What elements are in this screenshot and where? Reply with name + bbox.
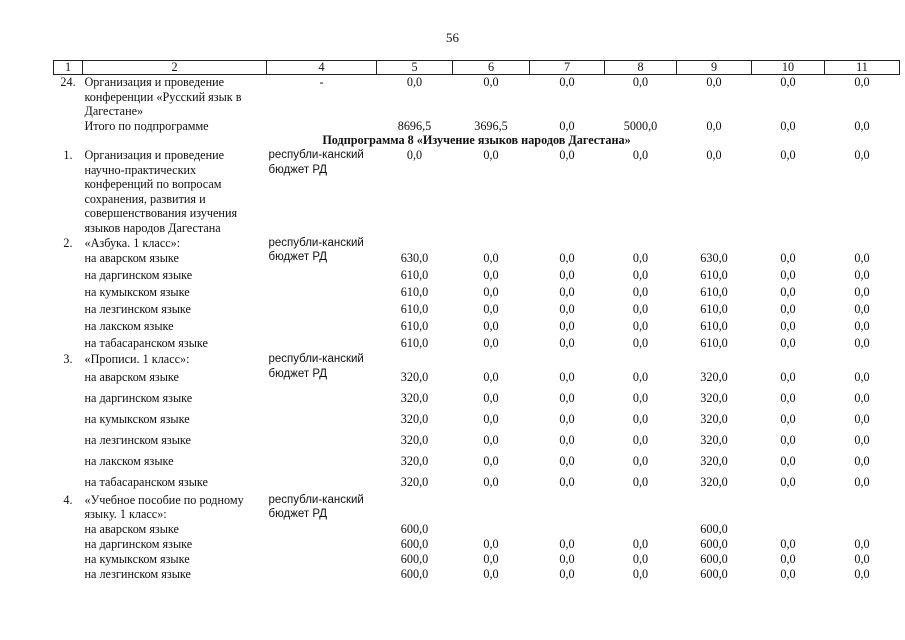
value-cell: 0,0 — [483, 432, 499, 447]
value-cell: 320,0 — [700, 453, 728, 468]
row-description: Организация и проведение конференции «Русский язык в Дагестане» — [84, 75, 242, 119]
language-label: на лакском языке — [84, 453, 174, 468]
language-label: на даргинском языке — [84, 390, 193, 405]
value-cell: 0,0 — [483, 474, 499, 489]
value-cell: 320,0 — [400, 453, 429, 468]
value-cell: 0,0 — [632, 369, 649, 384]
value-cell: 0,0 — [780, 147, 796, 162]
value-cell: 0,0 — [854, 566, 870, 581]
value-cell — [825, 352, 900, 367]
value-cell: 0,0 — [483, 453, 499, 468]
value-cell: 0,0 — [483, 411, 499, 426]
language-label: на лезгинском языке — [84, 432, 191, 447]
language-label: на даргинском языке — [84, 536, 193, 551]
value-cell — [453, 352, 530, 367]
value-cell — [453, 236, 530, 251]
row-number: 1. — [63, 147, 73, 162]
value-cell: 0,0 — [854, 251, 870, 266]
value-cell: 610,0 — [400, 319, 429, 334]
funding-source: республи-канский бюджет РД — [268, 148, 364, 176]
value-cell: 0,0 — [632, 474, 649, 489]
value-cell: 0,0 — [632, 319, 649, 334]
value-cell: 0,0 — [559, 453, 575, 468]
value-cell: 630,0 — [400, 251, 429, 266]
value-cell: 8696,5 — [397, 118, 432, 133]
value-cell: 0,0 — [780, 474, 796, 489]
value-cell: 600,0 — [700, 566, 728, 581]
row-description: «Учебное пособие по родному языку. 1 класс»: — [84, 492, 244, 522]
value-cell — [677, 352, 752, 367]
value-cell: 0,0 — [854, 268, 870, 283]
value-cell: 0,0 — [559, 474, 575, 489]
language-label: на аварском языке — [84, 521, 179, 536]
budget-table — [53, 60, 900, 582]
value-cell: 0,0 — [780, 390, 796, 405]
value-cell: 0,0 — [854, 302, 870, 317]
value-cell: 600,0 — [400, 536, 429, 551]
value-cell — [605, 493, 677, 522]
table-row — [54, 148, 900, 236]
value-cell: 0,0 — [780, 453, 796, 468]
value-cell: 0,0 — [406, 147, 423, 162]
value-cell: 610,0 — [400, 302, 429, 317]
value-cell — [825, 236, 900, 251]
value-cell — [530, 493, 605, 522]
value-cell: 610,0 — [700, 285, 728, 300]
table-row — [54, 236, 900, 251]
value-cell: 0,0 — [483, 302, 499, 317]
funding-source: республи-канский бюджет РД — [268, 236, 364, 264]
value-cell: 600,0 — [700, 551, 728, 566]
value-cell: 0,0 — [632, 302, 649, 317]
value-cell — [605, 522, 677, 537]
value-cell: 0,0 — [483, 75, 499, 89]
value-cell: 0,0 — [632, 432, 649, 447]
value-cell: 0,0 — [483, 268, 499, 283]
value-cell — [377, 236, 453, 251]
value-cell: 0,0 — [780, 411, 796, 426]
value-cell — [530, 236, 605, 251]
value-cell: 320,0 — [700, 411, 728, 426]
table-row — [54, 567, 900, 582]
value-cell: 320,0 — [400, 390, 429, 405]
value-cell: 0,0 — [559, 336, 575, 351]
value-cell: 320,0 — [700, 369, 728, 384]
language-label: на лезгинском языке — [84, 302, 191, 317]
value-cell: 0,0 — [780, 536, 796, 551]
value-cell: 0,0 — [854, 319, 870, 334]
value-cell: 600,0 — [700, 521, 728, 536]
funding-source — [267, 119, 377, 134]
row-description: «Прописи. 1 класс»: — [84, 352, 190, 367]
value-cell: 0,0 — [854, 411, 870, 426]
value-cell — [530, 522, 605, 537]
value-cell: 0,0 — [854, 453, 870, 468]
value-cell: 610,0 — [400, 285, 429, 300]
value-cell: 610,0 — [700, 268, 728, 283]
value-cell: 0,0 — [780, 118, 796, 133]
language-label: на табасаранском языке — [84, 336, 208, 351]
section-title: Подпрограмма 8 «Изучение языков народов Дагестана» — [322, 133, 631, 148]
table-row — [54, 472, 900, 493]
value-cell: 320,0 — [700, 432, 728, 447]
value-cell: 610,0 — [700, 336, 728, 351]
value-cell: 610,0 — [700, 319, 728, 334]
value-cell: 0,0 — [780, 319, 796, 334]
value-cell — [752, 236, 825, 251]
value-cell: 3696,5 — [474, 118, 508, 133]
value-cell: 0,0 — [483, 390, 499, 405]
table-row — [54, 493, 900, 522]
value-cell: 0,0 — [632, 75, 649, 89]
value-cell — [752, 352, 825, 367]
table-row — [54, 318, 900, 335]
value-cell: 0,0 — [559, 251, 575, 266]
value-cell: 0,0 — [706, 75, 722, 89]
table-header-row — [54, 61, 900, 75]
table-row — [54, 267, 900, 284]
value-cell — [677, 493, 752, 522]
value-cell: 0,0 — [559, 551, 575, 566]
header-cell: 2 — [83, 61, 267, 75]
table-row — [54, 75, 900, 119]
total-label: Итого по подпрограмме — [84, 118, 209, 133]
row-number: 24. — [60, 75, 76, 89]
value-cell: 5000,0 — [623, 118, 658, 133]
language-label: на кумыкском языке — [84, 551, 190, 566]
value-cell: 0,0 — [483, 336, 499, 351]
value-cell: 0,0 — [854, 285, 870, 300]
value-cell: 320,0 — [400, 432, 429, 447]
value-cell: 320,0 — [400, 474, 429, 489]
section-title-row — [54, 133, 900, 148]
language-label: на лезгинском языке — [84, 566, 191, 581]
funding-source: - — [319, 75, 324, 89]
value-cell — [825, 522, 900, 537]
value-cell — [752, 493, 825, 522]
value-cell: 0,0 — [780, 566, 796, 581]
page-number: 56 — [446, 30, 459, 45]
table-row — [54, 451, 900, 472]
header-cell: 1 — [54, 61, 83, 75]
value-cell: 0,0 — [854, 551, 870, 566]
row-number — [54, 119, 83, 134]
value-cell: 0,0 — [632, 285, 649, 300]
value-cell — [605, 236, 677, 251]
value-cell: 0,0 — [780, 369, 796, 384]
value-cell: 0,0 — [632, 536, 649, 551]
value-cell: 0,0 — [780, 251, 796, 266]
value-cell: 0,0 — [406, 75, 423, 89]
value-cell: 0,0 — [632, 411, 649, 426]
value-cell: 0,0 — [632, 251, 649, 266]
value-cell — [752, 522, 825, 537]
value-cell — [605, 352, 677, 367]
value-cell: 0,0 — [632, 147, 649, 162]
value-cell: 0,0 — [854, 147, 870, 162]
value-cell — [453, 493, 530, 522]
language-label: на аварском языке — [84, 369, 179, 384]
value-cell: 0,0 — [780, 336, 796, 351]
value-cell: 0,0 — [854, 118, 870, 133]
value-cell: 0,0 — [706, 147, 722, 162]
value-cell: 0,0 — [483, 566, 499, 581]
value-cell: 600,0 — [400, 566, 429, 581]
value-cell: 0,0 — [559, 118, 575, 133]
value-cell: 600,0 — [400, 551, 429, 566]
value-cell: 0,0 — [559, 285, 575, 300]
header-cell: 5 — [377, 61, 453, 75]
total-row — [54, 119, 900, 134]
value-cell: 610,0 — [400, 336, 429, 351]
value-cell: 0,0 — [483, 369, 499, 384]
value-cell: 0,0 — [632, 566, 649, 581]
funding-source: республи-канский бюджет РД — [268, 353, 364, 380]
value-cell: 600,0 — [700, 536, 728, 551]
value-cell: 0,0 — [559, 432, 575, 447]
value-cell: 630,0 — [700, 251, 728, 266]
language-label: на даргинском языке — [84, 268, 193, 283]
value-cell: 610,0 — [700, 302, 728, 317]
table-row — [54, 250, 900, 267]
value-cell: 0,0 — [559, 319, 575, 334]
header-cell: 10 — [752, 61, 825, 75]
value-cell: 0,0 — [854, 336, 870, 351]
value-cell — [453, 522, 530, 537]
language-label: на лакском языке — [84, 319, 174, 334]
language-label: на аварском языке — [84, 251, 179, 266]
value-cell: 0,0 — [632, 551, 649, 566]
table-row — [54, 352, 900, 367]
value-cell: 0,0 — [632, 268, 649, 283]
value-cell — [677, 236, 752, 251]
value-cell — [825, 493, 900, 522]
row-number: 2. — [63, 235, 73, 250]
header-cell: 11 — [825, 61, 900, 75]
row-number: 3. — [63, 352, 73, 367]
value-cell — [530, 352, 605, 367]
value-cell: 0,0 — [632, 336, 649, 351]
language-label: на табасаранском языке — [84, 474, 208, 489]
value-cell: 0,0 — [780, 302, 796, 317]
value-cell: 320,0 — [700, 390, 728, 405]
value-cell: 0,0 — [632, 453, 649, 468]
value-cell — [377, 493, 453, 522]
header-cell: 7 — [530, 61, 605, 75]
value-cell: 0,0 — [483, 251, 499, 266]
value-cell: 0,0 — [706, 118, 722, 133]
value-cell: 600,0 — [400, 521, 429, 536]
value-cell: 0,0 — [559, 566, 575, 581]
header-cell: 8 — [605, 61, 677, 75]
header-cell: 9 — [677, 61, 752, 75]
value-cell: 0,0 — [780, 432, 796, 447]
value-cell: 0,0 — [854, 390, 870, 405]
value-cell: 0,0 — [483, 285, 499, 300]
value-cell: 0,0 — [559, 75, 575, 89]
value-cell: 0,0 — [780, 268, 796, 283]
value-cell: 0,0 — [854, 432, 870, 447]
table-row — [54, 522, 900, 537]
value-cell: 320,0 — [700, 474, 728, 489]
table-row — [54, 409, 900, 430]
language-label: на кумыкском языке — [84, 411, 190, 426]
row-description: «Азбука. 1 класс»: — [84, 235, 181, 250]
value-cell: 0,0 — [483, 551, 499, 566]
table-row — [54, 335, 900, 352]
header-cell: 4 — [267, 61, 377, 75]
value-cell — [377, 352, 453, 367]
table-row — [54, 367, 900, 388]
value-cell: 0,0 — [854, 75, 870, 89]
header-cell: 6 — [453, 61, 530, 75]
value-cell: 0,0 — [559, 369, 575, 384]
value-cell: 0,0 — [483, 319, 499, 334]
value-cell: 320,0 — [400, 411, 429, 426]
table-row — [54, 430, 900, 451]
value-cell: 610,0 — [400, 268, 429, 283]
table-row — [54, 301, 900, 318]
value-cell: 0,0 — [854, 474, 870, 489]
value-cell: 0,0 — [632, 390, 649, 405]
funding-source: республи-канский бюджет РД — [268, 493, 364, 521]
value-cell: 0,0 — [483, 536, 499, 551]
table-row — [54, 284, 900, 301]
value-cell: 0,0 — [780, 285, 796, 300]
table-row — [54, 537, 900, 552]
table-row — [54, 388, 900, 409]
value-cell: 0,0 — [483, 147, 499, 162]
table-row — [54, 552, 900, 567]
value-cell: 0,0 — [559, 302, 575, 317]
value-cell: 0,0 — [559, 268, 575, 283]
row-number: 4. — [63, 492, 73, 507]
language-label: на кумыкском языке — [84, 285, 190, 300]
value-cell: 0,0 — [559, 536, 575, 551]
value-cell: 0,0 — [780, 551, 796, 566]
value-cell: 0,0 — [559, 147, 575, 162]
value-cell: 0,0 — [559, 390, 575, 405]
value-cell: 0,0 — [854, 369, 870, 384]
value-cell: 0,0 — [780, 75, 796, 89]
value-cell: 0,0 — [559, 411, 575, 426]
value-cell: 320,0 — [400, 369, 429, 384]
row-description: Организация и проведение научно-практических конференций по вопросам сохранения, развития и совершенствования изучения языков народов Дагестана — [84, 147, 238, 235]
value-cell: 0,0 — [854, 536, 870, 551]
